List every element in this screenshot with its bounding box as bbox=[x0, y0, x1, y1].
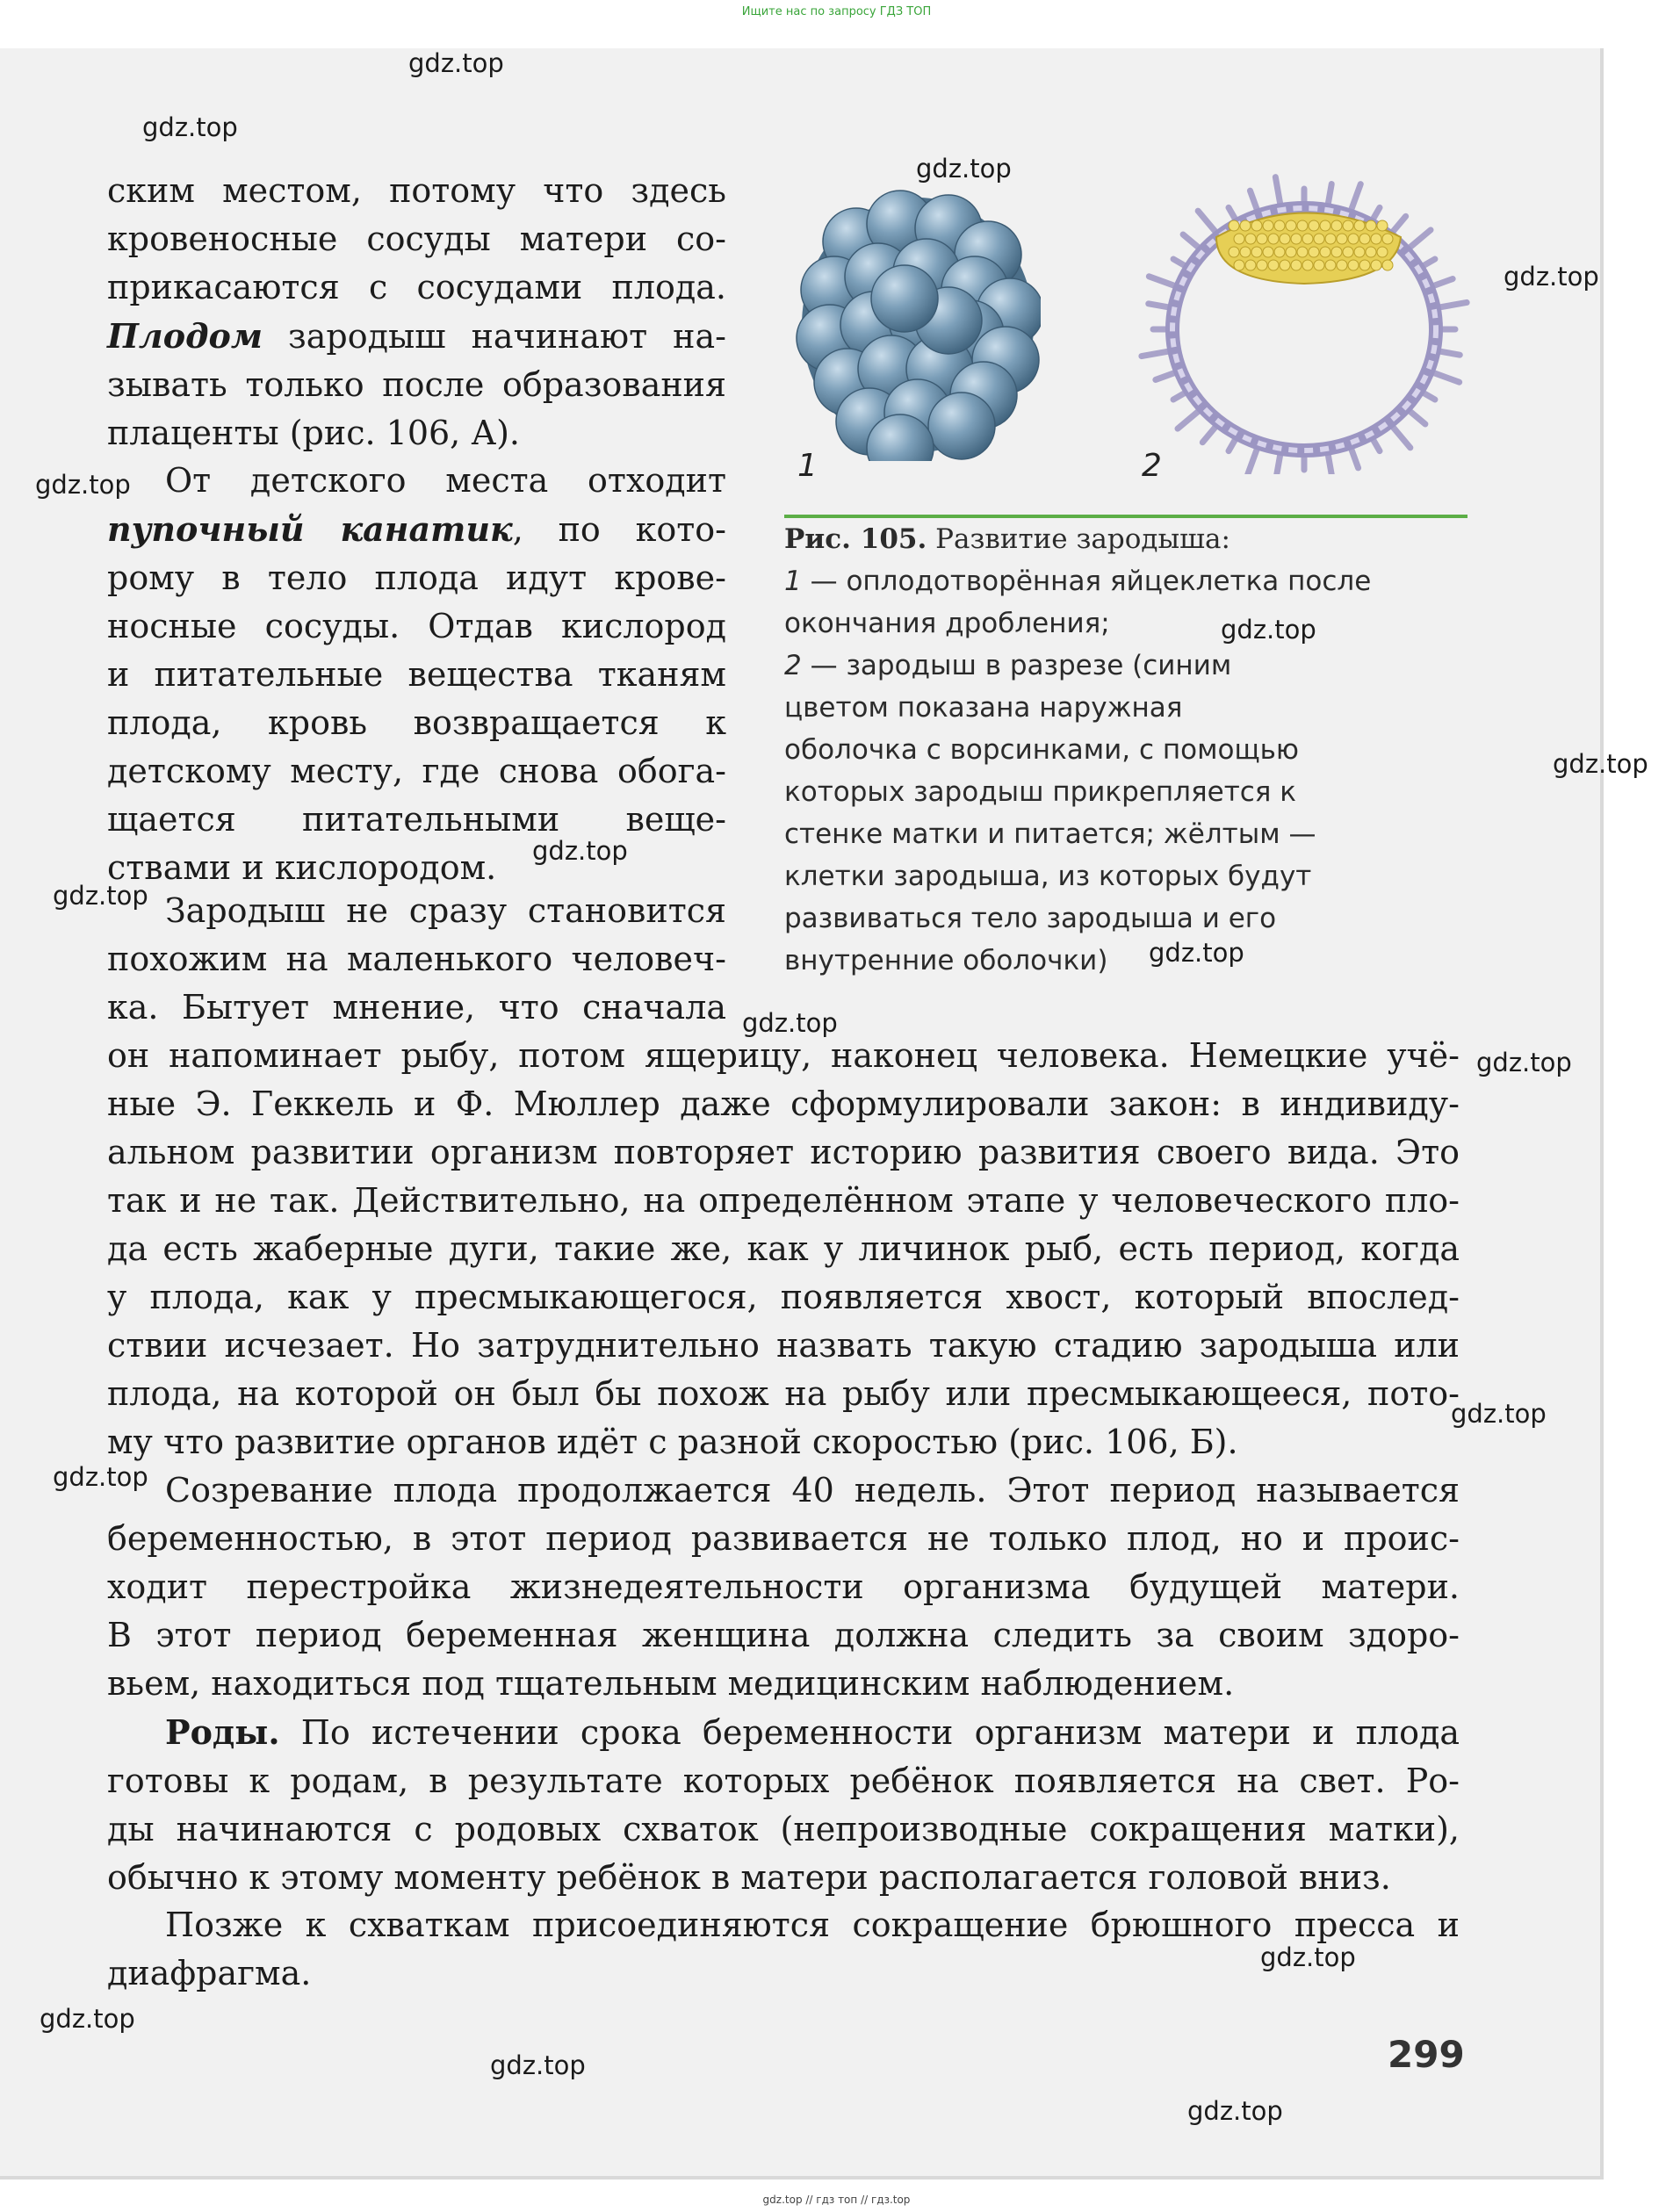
text-line: ходит перестройка жизнедеятельности организма будущей матери. bbox=[107, 1567, 1460, 1606]
embryo-cell bbox=[1314, 260, 1324, 270]
embryo-cell bbox=[1309, 247, 1319, 257]
watermark: gdz.top bbox=[532, 836, 628, 866]
text-line: у плода, как у пресмыкающегося, появляется хвост, который впослед- bbox=[107, 1278, 1460, 1316]
embryo-cell bbox=[1366, 247, 1376, 257]
embryo-cell bbox=[1371, 234, 1381, 244]
caption-title: Развитие зародыша: bbox=[927, 523, 1230, 555]
text-line: и питательные вещества тканям bbox=[107, 655, 726, 694]
embryo-cell bbox=[1245, 260, 1256, 270]
figure-blastocyst bbox=[1133, 171, 1475, 474]
embryo-cell bbox=[1302, 234, 1313, 244]
embryo-cell bbox=[1234, 234, 1244, 244]
text-line: прикасаются с сосудами плода. bbox=[107, 268, 726, 306]
text-line: рому в тело плода идут крове- bbox=[107, 558, 726, 597]
text-line: ды начинаются с родовых схваток (непроизводные сокращения матки), bbox=[107, 1810, 1460, 1848]
text-line: зывать только после образования bbox=[107, 365, 726, 404]
text-line: носные сосуды. Отдав кислород bbox=[107, 607, 726, 645]
bottom-banner: gdz.top // гдз топ // гдз.top bbox=[762, 2194, 911, 2206]
page-number: 299 bbox=[1388, 2033, 1465, 2076]
text-line: ствами и кислородом. bbox=[107, 848, 497, 887]
watermark: gdz.top bbox=[1149, 938, 1244, 968]
embryo-cell bbox=[1382, 234, 1393, 244]
text-line: вьем, находиться под тщательным медицинским наблюдением. bbox=[107, 1664, 1235, 1703]
embryo-cell bbox=[1251, 220, 1262, 231]
embryo-cell bbox=[1314, 234, 1324, 244]
embryo-cell bbox=[1320, 247, 1330, 257]
watermark: gdz.top bbox=[490, 2050, 586, 2080]
watermark: gdz.top bbox=[1504, 262, 1599, 292]
paragraph-umbilical-cord bbox=[107, 457, 726, 892]
embryo-cell bbox=[1309, 220, 1319, 231]
embryo-cell bbox=[1320, 220, 1330, 231]
top-banner: Ищите нас по запросу ГДЗ ТОП bbox=[741, 5, 932, 18]
text-line: щается питательными веще- bbox=[107, 800, 726, 839]
paragraph-placenta bbox=[107, 167, 726, 458]
text-fragment: По истечении срока беременности организм матери и плода bbox=[279, 1713, 1460, 1752]
embryo-cell bbox=[1240, 247, 1251, 257]
embryo-cell bbox=[1274, 220, 1285, 231]
text-line: му что развитие органов идёт с разной скоростью (рис. 106, Б). bbox=[107, 1423, 1238, 1461]
text-line: Позже к схваткам присоединяются сокращение брюшного пресса и bbox=[165, 1906, 1460, 1944]
watermark: gdz.top bbox=[1476, 1048, 1572, 1077]
morula-cell bbox=[871, 265, 938, 332]
embryo-cell bbox=[1257, 234, 1267, 244]
embryo-cell bbox=[1343, 220, 1353, 231]
text-line: ные Э. Геккель и Ф. Мюллер даже сформулировали закон: в индивиду- bbox=[107, 1084, 1460, 1123]
text-line: беременностью, в этот период развивается не только плод, но и проис- bbox=[107, 1519, 1460, 1558]
figure-label-1: 1 bbox=[797, 448, 818, 484]
text-line: Созревание плода продолжается 40 недель. Этот период называется bbox=[165, 1471, 1460, 1509]
text-line: От детского места отходит bbox=[165, 461, 726, 500]
watermark: gdz.top bbox=[53, 1462, 148, 1492]
watermark: gdz.top bbox=[40, 2004, 135, 2034]
watermark: gdz.top bbox=[916, 154, 1012, 184]
embryo-cell bbox=[1359, 260, 1370, 270]
morula-cell bbox=[928, 393, 995, 459]
embryo-cell bbox=[1377, 220, 1388, 231]
watermark: gdz.top bbox=[142, 112, 238, 142]
caption-line: — зародыш в разрезе (синим bbox=[801, 650, 1232, 681]
embryo-cell bbox=[1331, 220, 1342, 231]
caption-line: цветом показана наружная bbox=[784, 692, 1183, 724]
text-line: детскому месту, где снова обога- bbox=[107, 752, 726, 790]
text-line: Зародыш не сразу становится bbox=[165, 891, 726, 930]
embryo-cell bbox=[1234, 260, 1244, 270]
embryo-cell bbox=[1325, 234, 1336, 244]
caption-item-number: 1 bbox=[784, 566, 802, 597]
embryo-cell bbox=[1268, 260, 1279, 270]
paragraph-embryo-similarity bbox=[107, 1032, 1460, 1466]
embryo-cell bbox=[1337, 234, 1347, 244]
watermark: gdz.top bbox=[1187, 2096, 1283, 2126]
caption-item-number: 2 bbox=[784, 650, 802, 681]
text-line: ка. Бытует мнение, что сначала bbox=[107, 988, 726, 1027]
caption-line: — оплодотворённая яйцеклетка после bbox=[801, 566, 1372, 597]
text-line: да есть жаберные дуги, такие же, как у личинок рыб, есть период, когда bbox=[107, 1229, 1460, 1268]
embryo-cell bbox=[1263, 247, 1273, 257]
embryo-cell bbox=[1354, 220, 1365, 231]
watermark: gdz.top bbox=[35, 470, 131, 500]
embryo-cell bbox=[1257, 260, 1267, 270]
embryo-cell bbox=[1377, 247, 1388, 257]
embryo-cell bbox=[1280, 260, 1290, 270]
embryo-cell bbox=[1297, 247, 1308, 257]
text-line: готовы к родам, в результате которых ребёнок появляется на свет. Ро- bbox=[107, 1762, 1460, 1800]
embryo-cell bbox=[1245, 234, 1256, 244]
embryo-cell bbox=[1291, 260, 1302, 270]
text-line: диафрагма. bbox=[107, 1954, 312, 1992]
text-line: плаценты (рис. 106, А). bbox=[107, 414, 521, 452]
text-line: похожим на маленького человеч- bbox=[107, 940, 726, 978]
watermark: gdz.top bbox=[742, 1008, 838, 1038]
figure-label-2: 2 bbox=[1142, 448, 1162, 484]
figure-caption bbox=[784, 518, 1460, 982]
embryo-cell bbox=[1382, 260, 1393, 270]
watermark: gdz.top bbox=[1260, 1942, 1356, 1972]
paragraph-birth bbox=[107, 1708, 1460, 1902]
watermark: gdz.top bbox=[1553, 749, 1648, 779]
embryo-cell bbox=[1343, 247, 1353, 257]
figure-morula bbox=[795, 189, 1041, 461]
embryo-cell bbox=[1240, 220, 1251, 231]
embryo-cell bbox=[1286, 220, 1296, 231]
morula-cells bbox=[797, 191, 1041, 461]
caption-line: развиваться тело зародыша и его bbox=[784, 903, 1277, 934]
embryo-cell bbox=[1251, 247, 1262, 257]
embryo-cell bbox=[1229, 247, 1239, 257]
text-line: плода, на которой он был бы похож на рыбу или пресмыкающееся, пото- bbox=[107, 1374, 1460, 1413]
paragraph-pregnancy bbox=[107, 1466, 1460, 1708]
text-line bbox=[107, 1708, 1460, 1757]
caption-line: стенке матки и питается; жёлтым — bbox=[784, 818, 1316, 850]
term-fetus: Плодом bbox=[107, 316, 263, 356]
text-fragment: зародыш начинают на- bbox=[262, 317, 726, 356]
caption-heading bbox=[784, 523, 1230, 555]
paragraph-contractions bbox=[107, 1901, 1460, 1998]
embryo-cell bbox=[1337, 260, 1347, 270]
embryo-cell bbox=[1366, 220, 1376, 231]
text-line: альном развитии организм повторяет историю развития своего вида. Это bbox=[107, 1133, 1460, 1171]
embryo-cell bbox=[1302, 260, 1313, 270]
watermark: gdz.top bbox=[1221, 615, 1316, 645]
text-fragment: , по кото- bbox=[512, 510, 726, 549]
caption-line: окончания дробления; bbox=[784, 608, 1110, 639]
caption-line: клетки зародыша, из которых будут bbox=[784, 861, 1312, 892]
embryo-cell bbox=[1297, 220, 1308, 231]
embryo-cell bbox=[1229, 220, 1239, 231]
text-line: он напоминает рыбу, потом ящерицу, наконец человека. Немецкие учё- bbox=[107, 1036, 1460, 1075]
watermark: gdz.top bbox=[53, 881, 148, 911]
embryo-cell bbox=[1354, 247, 1365, 257]
term-umbilical-cord: пупочный канатик bbox=[107, 509, 513, 549]
embryo-cell bbox=[1331, 247, 1342, 257]
caption-figure-number: Рис. 105. bbox=[784, 523, 927, 555]
embryo-cell bbox=[1263, 220, 1273, 231]
term-birth: Роды. bbox=[165, 1712, 280, 1752]
text-line: обычно к этому моменту ребёнок в матери располагается головой вниз. bbox=[107, 1858, 1391, 1897]
caption-line: внутренние оболочки) bbox=[784, 945, 1108, 976]
embryo-cell bbox=[1286, 247, 1296, 257]
text-line bbox=[107, 312, 726, 361]
embryo-cell bbox=[1291, 234, 1302, 244]
caption-line: которых зародыш прикрепляется к bbox=[784, 776, 1297, 808]
text-line: ским местом, потому что здесь bbox=[107, 171, 726, 210]
paragraph-embryo-similarity-start bbox=[107, 887, 726, 1032]
watermark: gdz.top bbox=[1451, 1399, 1547, 1429]
embryo-cell bbox=[1371, 260, 1381, 270]
text-line: В этот период беременная женщина должна следить за своим здоро- bbox=[107, 1616, 1460, 1654]
embryo-cell bbox=[1325, 260, 1336, 270]
caption-line: оболочка с ворсинками, с помощью bbox=[784, 734, 1300, 766]
text-line: так и не так. Действительно, на определённом этапе у человеческого пло- bbox=[107, 1181, 1460, 1220]
text-line: кровеносные сосуды матери со- bbox=[107, 220, 726, 258]
embryo-cell bbox=[1359, 234, 1370, 244]
embryo-cell bbox=[1274, 247, 1285, 257]
embryo-cell bbox=[1268, 234, 1279, 244]
embryo-cell bbox=[1280, 234, 1290, 244]
text-line: плода, кровь возвращается к bbox=[107, 703, 726, 742]
watermark: gdz.top bbox=[408, 48, 504, 78]
embryo-cell bbox=[1348, 260, 1359, 270]
text-line: ствии исчезает. Но затруднительно назвать такую стадию зародыша или bbox=[107, 1326, 1460, 1365]
embryo-cell bbox=[1348, 234, 1359, 244]
text-line bbox=[107, 505, 726, 554]
